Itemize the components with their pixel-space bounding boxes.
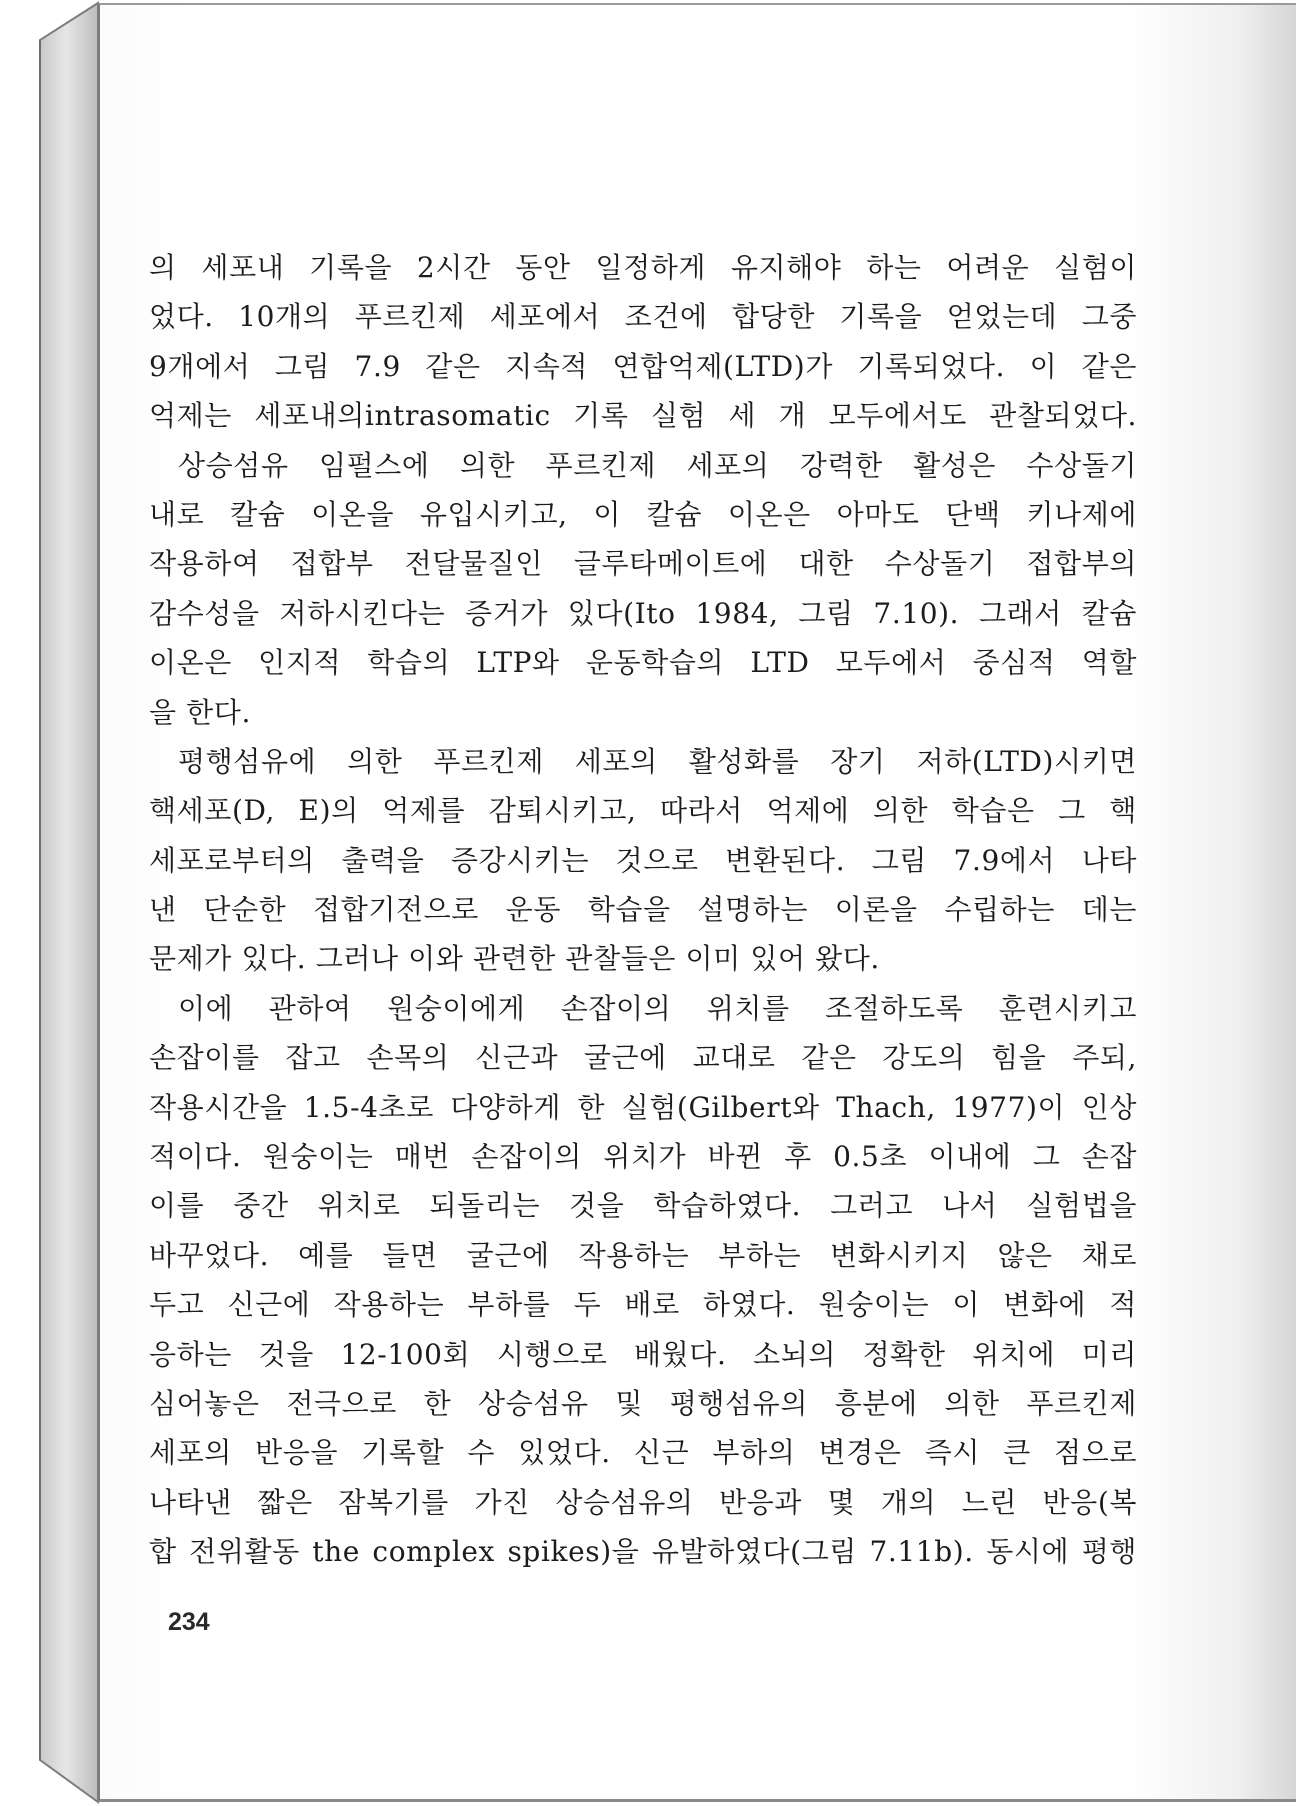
text-line: 9개에서 그림 7.9 같은 지속적 연합억제(LTD)가 기록되었다. 이 같은: [149, 349, 1137, 383]
text-line: 내로 칼슘 이온을 유입시키고, 이 칼슘 이온은 아마도 단백 키나제에: [149, 497, 1137, 531]
text-line: 심어놓은 전극으로 한 상승섬유 및 평행섬유의 흥분에 의한 푸르킨제: [149, 1386, 1137, 1420]
text-line: 이를 중간 위치로 되돌리는 것을 학습하였다. 그러고 나서 실험법을: [149, 1189, 1137, 1223]
text-line: 손잡이를 잡고 손목의 신근과 굴근에 교대로 같은 강도의 힘을 주되,: [149, 1041, 1137, 1075]
text-line: 바꾸었다. 예를 들면 굴근에 작용하는 부하는 변화시키지 않은 채로: [149, 1238, 1137, 1272]
text-line: 문제가 있다. 그러나 이와 관련한 관찰들은 이미 있어 왔다.: [149, 942, 880, 976]
text-line: 억제는 세포내의intrasomatic 기록 실험 세 개 모두에서도 관찰되었다.: [149, 399, 1137, 433]
text-line: 합 전위활동 the complex spikes)을 유발하였다(그림 7.11b). 동시에 평행: [149, 1535, 1137, 1569]
text-line: 세포로부터의 출력을 증강시키는 것으로 변환된다. 그림 7.9에서 나타: [149, 843, 1137, 877]
text-line: 의 세포내 기록을 2시간 동안 일정하게 유지해야 하는 어려운 실험이: [149, 251, 1137, 284]
text-line: 이온은 인지적 학습의 LTP와 운동학습의 LTD 모두에서 중심적 역할: [149, 646, 1137, 680]
page-number: 234: [168, 1608, 210, 1636]
text-line: 평행섬유에 의한 푸르킨제 세포의 활성화를 장기 저하(LTD)시키면: [178, 744, 1137, 778]
body-text: [149, 243, 1137, 1577]
text-line: 나타낸 짧은 잠복기를 가진 상승섬유의 반응과 몇 개의 느린 반응(복: [149, 1485, 1137, 1519]
text-line: 었다. 10개의 푸르킨제 세포에서 조건에 합당한 기록을 얻었는데 그중: [149, 300, 1137, 334]
text-line: 작용시간을 1.5-4초로 다양하게 한 실험(Gilbert와 Thach, 1977)이 인상: [149, 1090, 1137, 1124]
text-line: 낸 단순한 접합기전으로 운동 학습을 설명하는 이론을 수립하는 데는: [149, 893, 1137, 927]
text-line: 세포의 반응을 기록할 수 있었다. 신근 부하의 변경은 즉시 큰 점으로: [149, 1436, 1137, 1470]
text-line: 핵세포(D, E)의 억제를 감퇴시키고, 따라서 억제에 의한 학습은 그 핵: [149, 794, 1137, 828]
text-line: 적이다. 원숭이는 매번 손잡이의 위치가 바뀐 후 0.5초 이내에 그 손잡: [149, 1140, 1137, 1174]
text-line: 이에 관하여 원숭이에게 손잡이의 위치를 조절하도록 훈련시키고: [178, 991, 1137, 1025]
text-line: 감수성을 저하시킨다는 증거가 있다(Ito 1984, 그림 7.10). 그래서 칼슘: [149, 596, 1137, 630]
text-line: 작용하여 접합부 전달물질인 글루타메이트에 대한 수상돌기 접합부의: [149, 547, 1137, 581]
text-line: 두고 신근에 작용하는 부하를 두 배로 하였다. 원숭이는 이 변화에 적: [149, 1288, 1137, 1322]
text-line: 응하는 것을 12-100회 시행으로 배웠다. 소뇌의 정확한 위치에 미리: [149, 1337, 1137, 1371]
text-line: 상승섬유 임펄스에 의한 푸르킨제 세포의 강력한 활성은 수상돌기: [178, 448, 1137, 482]
text-line: 을 한다.: [149, 695, 251, 729]
